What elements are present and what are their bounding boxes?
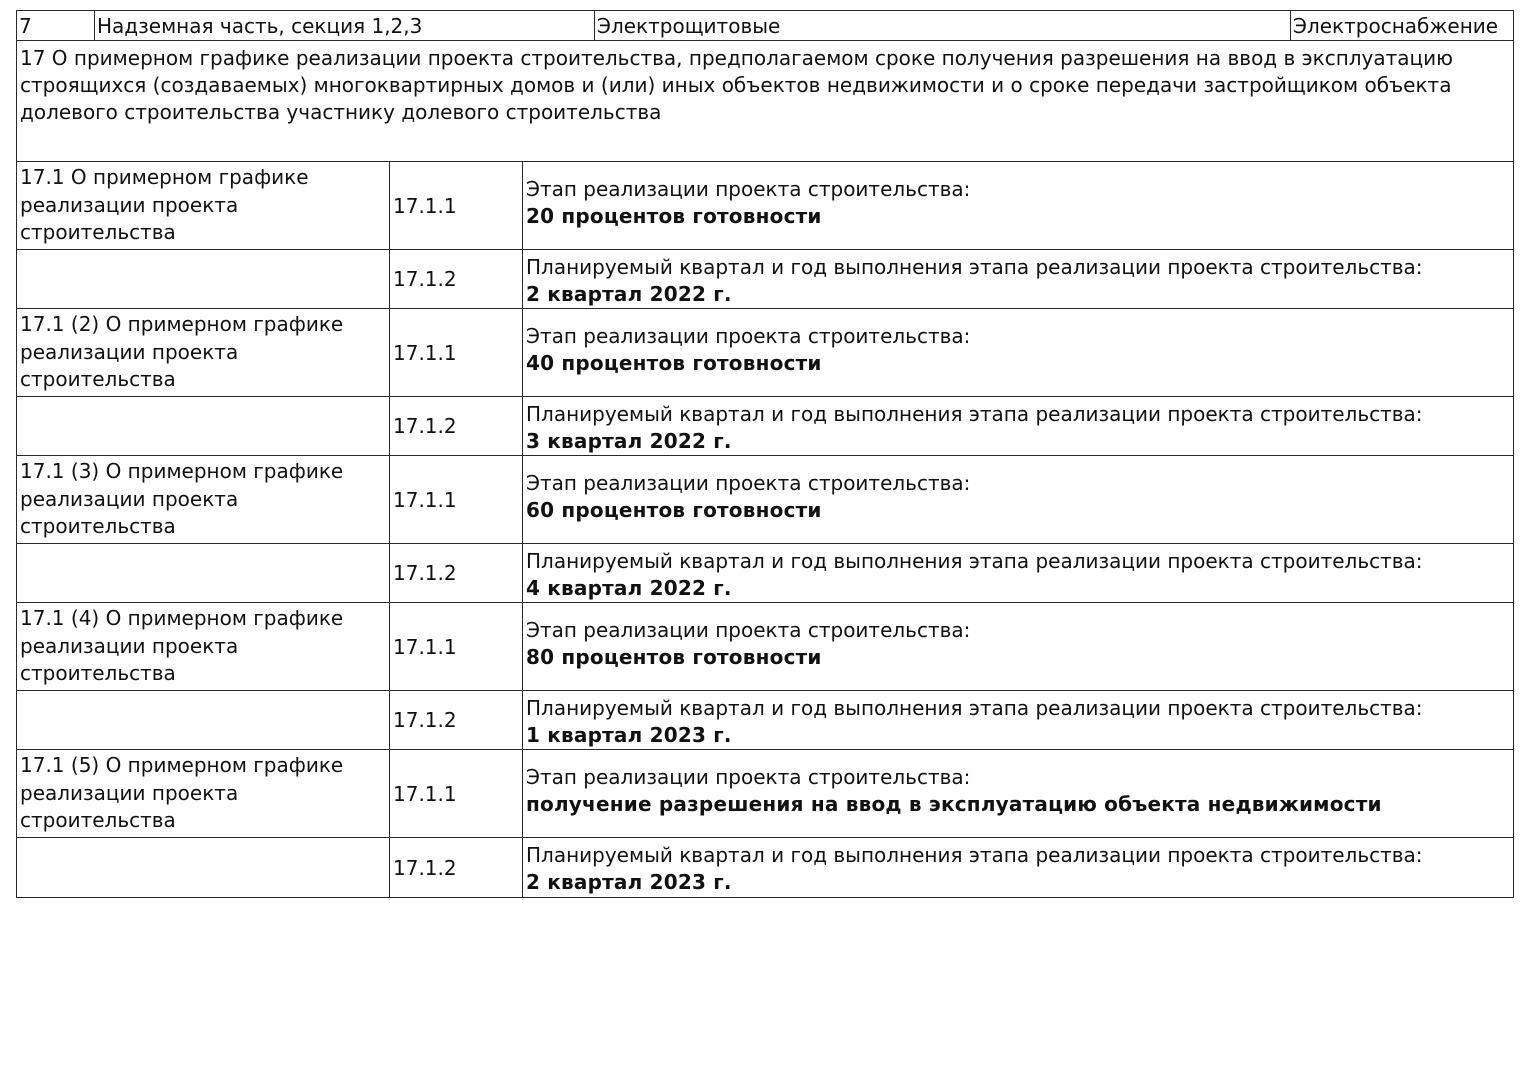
stage-cell (523, 750, 1515, 837)
stage-value: 80 процентов готовности (526, 645, 822, 669)
stage-label: 17.1 (2) О примерном графике реализации проекта строительства (17, 309, 390, 396)
table-row (17, 544, 1513, 603)
period-code: 17.1.2 (390, 397, 523, 455)
empty-label-cell (17, 250, 390, 308)
period-value: 1 квартал 2023 г. (526, 723, 732, 747)
row-system: Электроснабжение (1293, 14, 1499, 38)
stage-label: 17.1 (4) О примерном графике реализации проекта строительства (17, 603, 390, 690)
stage-code: 17.1.1 (390, 309, 523, 396)
stage-value: 60 процентов готовности (526, 498, 822, 522)
period-caption: Планируемый квартал и год выполнения этапа реализации проекта строительства: (526, 696, 1423, 720)
stage-caption: Этап реализации проекта строительства: (526, 177, 971, 201)
period-cell (523, 691, 1515, 749)
table-row (17, 250, 1513, 309)
stage-code: 17.1.1 (390, 456, 523, 543)
stage-caption: Этап реализации проекта строительства: (526, 471, 971, 495)
period-cell (523, 250, 1515, 308)
period-value: 2 квартал 2022 г. (526, 282, 732, 306)
stage-value: получение разрешения на ввод в эксплуатацию объекта недвижимости (526, 792, 1382, 816)
stage-label: 17.1 О примерном графике реализации проекта строительства (17, 162, 390, 249)
table-row (17, 309, 1513, 397)
period-code: 17.1.2 (390, 250, 523, 308)
period-cell (523, 838, 1515, 897)
table-row (17, 397, 1513, 456)
table-row (17, 838, 1513, 897)
period-value: 4 квартал 2022 г. (526, 576, 732, 600)
period-value: 3 квартал 2022 г. (526, 429, 732, 453)
stage-label: 17.1 (3) О примерном графике реализации проекта строительства (17, 456, 390, 543)
stage-cell (523, 456, 1515, 543)
period-cell (523, 544, 1515, 602)
table-row (17, 691, 1513, 750)
period-caption: Планируемый квартал и год выполнения этапа реализации проекта строительства: (526, 843, 1423, 867)
stage-cell (523, 162, 1515, 249)
row-part: Надземная часть, секция 1,2,3 (95, 11, 595, 40)
stage-caption: Этап реализации проекта строительства: (526, 618, 971, 642)
stage-code: 17.1.1 (390, 603, 523, 690)
empty-label-cell (17, 397, 390, 455)
period-cell (523, 397, 1515, 455)
equipment-row (16, 10, 1514, 41)
row-number: 7 (17, 11, 95, 40)
stage-value: 40 процентов готовности (526, 351, 822, 375)
section-title: 17 О примерном графике реализации проекта строительства, предполагаемом сроке получения разрешения на ввод в эксплуатацию строящихся (создаваемых) многоквартирных домов и (или) иных объектов недвижимости и о сроке передачи застройщиком объекта долевого строительства участнику долевого строительства (16, 41, 1514, 162)
stage-cell (523, 309, 1515, 396)
period-code: 17.1.2 (390, 544, 523, 602)
stage-code: 17.1.1 (390, 750, 523, 837)
period-caption: Планируемый квартал и год выполнения этапа реализации проекта строительства: (526, 549, 1423, 573)
stage-caption: Этап реализации проекта строительства: (526, 765, 971, 789)
stage-caption: Этап реализации проекта строительства: (526, 324, 971, 348)
row-room: Электрощитовые (595, 11, 1291, 40)
schedule-table (16, 162, 1514, 898)
period-caption: Планируемый квартал и год выполнения этапа реализации проекта строительства: (526, 402, 1423, 426)
document-page (16, 10, 1514, 898)
table-row (17, 456, 1513, 544)
empty-label-cell (17, 544, 390, 602)
period-code: 17.1.2 (390, 838, 523, 897)
stage-cell (523, 603, 1515, 690)
empty-label-cell (17, 838, 390, 897)
period-value: 2 квартал 2023 г. (526, 870, 732, 894)
stage-label: 17.1 (5) О примерном графике реализации проекта строительства (17, 750, 390, 837)
period-code: 17.1.2 (390, 691, 523, 749)
empty-label-cell (17, 691, 390, 749)
table-row (17, 603, 1513, 691)
stage-value: 20 процентов готовности (526, 204, 822, 228)
table-row (17, 162, 1513, 250)
stage-code: 17.1.1 (390, 162, 523, 249)
period-caption: Планируемый квартал и год выполнения этапа реализации проекта строительства: (526, 255, 1423, 279)
table-row (17, 750, 1513, 838)
